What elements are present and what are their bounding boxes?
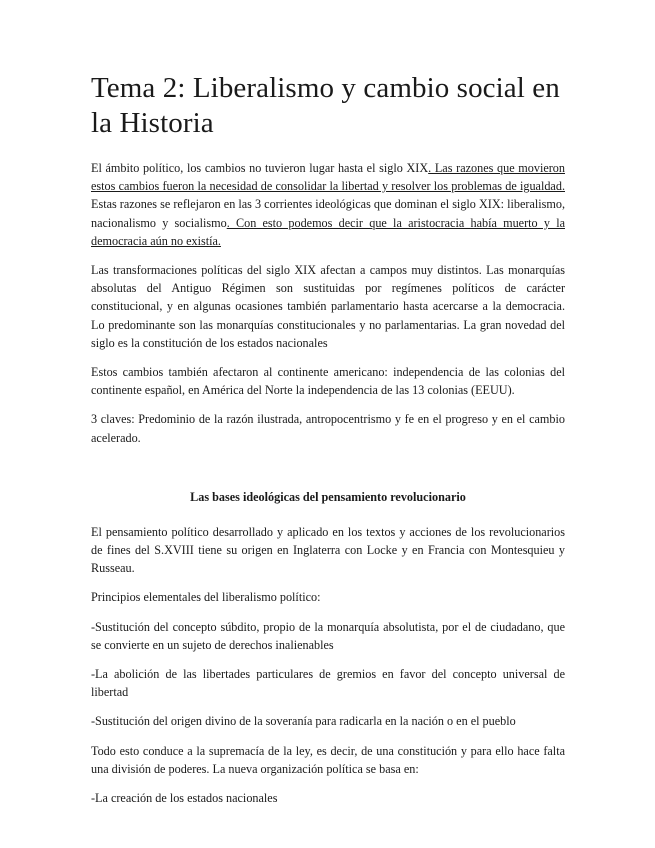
intro-text-a: El ámbito político, los cambios no tuvieron lugar hasta el siglo XIX bbox=[91, 161, 429, 175]
paragraph-origins: El pensamiento político desarrollado y aplicado en los textos y acciones de los revolucionarios de fines del S.XVIII tiene su origen en Inglaterra con Locke y en Francia con Montesquieu y Russeau. bbox=[91, 524, 565, 576]
section-heading: Las bases ideológicas del pensamiento revolucionario bbox=[190, 489, 466, 504]
paragraph-transformations: Las transformaciones políticas del siglo XIX afectan a campos muy distintos. Las monarquías absolutas del Antiguo Régimen son sustituidas por regímenes políticos de carácter constitucional, y en algunas ocasiones también parlamentario hasta acercarse a la democracia. Lo predominante son las monarquías constitucionales y no parlamentarias. La gran novedad del siglo es la constitución de los estados nacionales bbox=[91, 263, 565, 350]
document-body bbox=[91, 159, 565, 807]
paragraph-intro bbox=[91, 159, 565, 250]
paragraph-america: Estos cambios también afectaron al continente americano: independencia de las colonias del continente español, en América del Norte la independencia de las 13 colonias (EEUU). bbox=[91, 365, 565, 398]
intro-underlined-b: . Las razones que movieron estos cambios fueron la necesidad de consolidar la libertad y resolver los problemas de igualdad. bbox=[91, 161, 565, 194]
paragraph-law: Todo esto conduce a la supremacía de la ley, es decir, de una constitución y para ello hace falta una división de poderes. La nueva organización política se basa en: bbox=[91, 743, 565, 776]
paragraph-keys: 3 claves: Predominio de la razón ilustrada, antropocentrismo y fe en el progreso y en el cambio acelerado. bbox=[91, 412, 565, 445]
paragraph-principles-intro: Principios elementales del liberalismo político: bbox=[91, 590, 321, 605]
list-item: -La abolición de las libertades particulares de gremios en favor del concepto universal de libertad bbox=[91, 667, 565, 700]
intro-text-c: Estas razones se reflejaron en las 3 corrientes ideológicas que dominan el siglo XIX: liberalismo, nacionalismo y socialismo bbox=[91, 197, 565, 230]
list-item: -La creación de los estados nacionales bbox=[91, 791, 278, 806]
page-title: Tema 2: Liberalismo y cambio social en la Historia bbox=[91, 72, 560, 139]
list-item: -Sustitución del origen divino de la soveranía para radicarla en la nación o en el pueblo bbox=[91, 714, 516, 729]
intro-underlined-d: . Con esto podemos decir que la aristocracia había muerto y la democracia aún no existía. bbox=[91, 215, 565, 248]
list-item: -Sustitución del concepto súbdito, propio de la monarquía absolutista, por el de ciudadano, que se convierte en un sujeto de derechos inalienables bbox=[91, 619, 565, 652]
